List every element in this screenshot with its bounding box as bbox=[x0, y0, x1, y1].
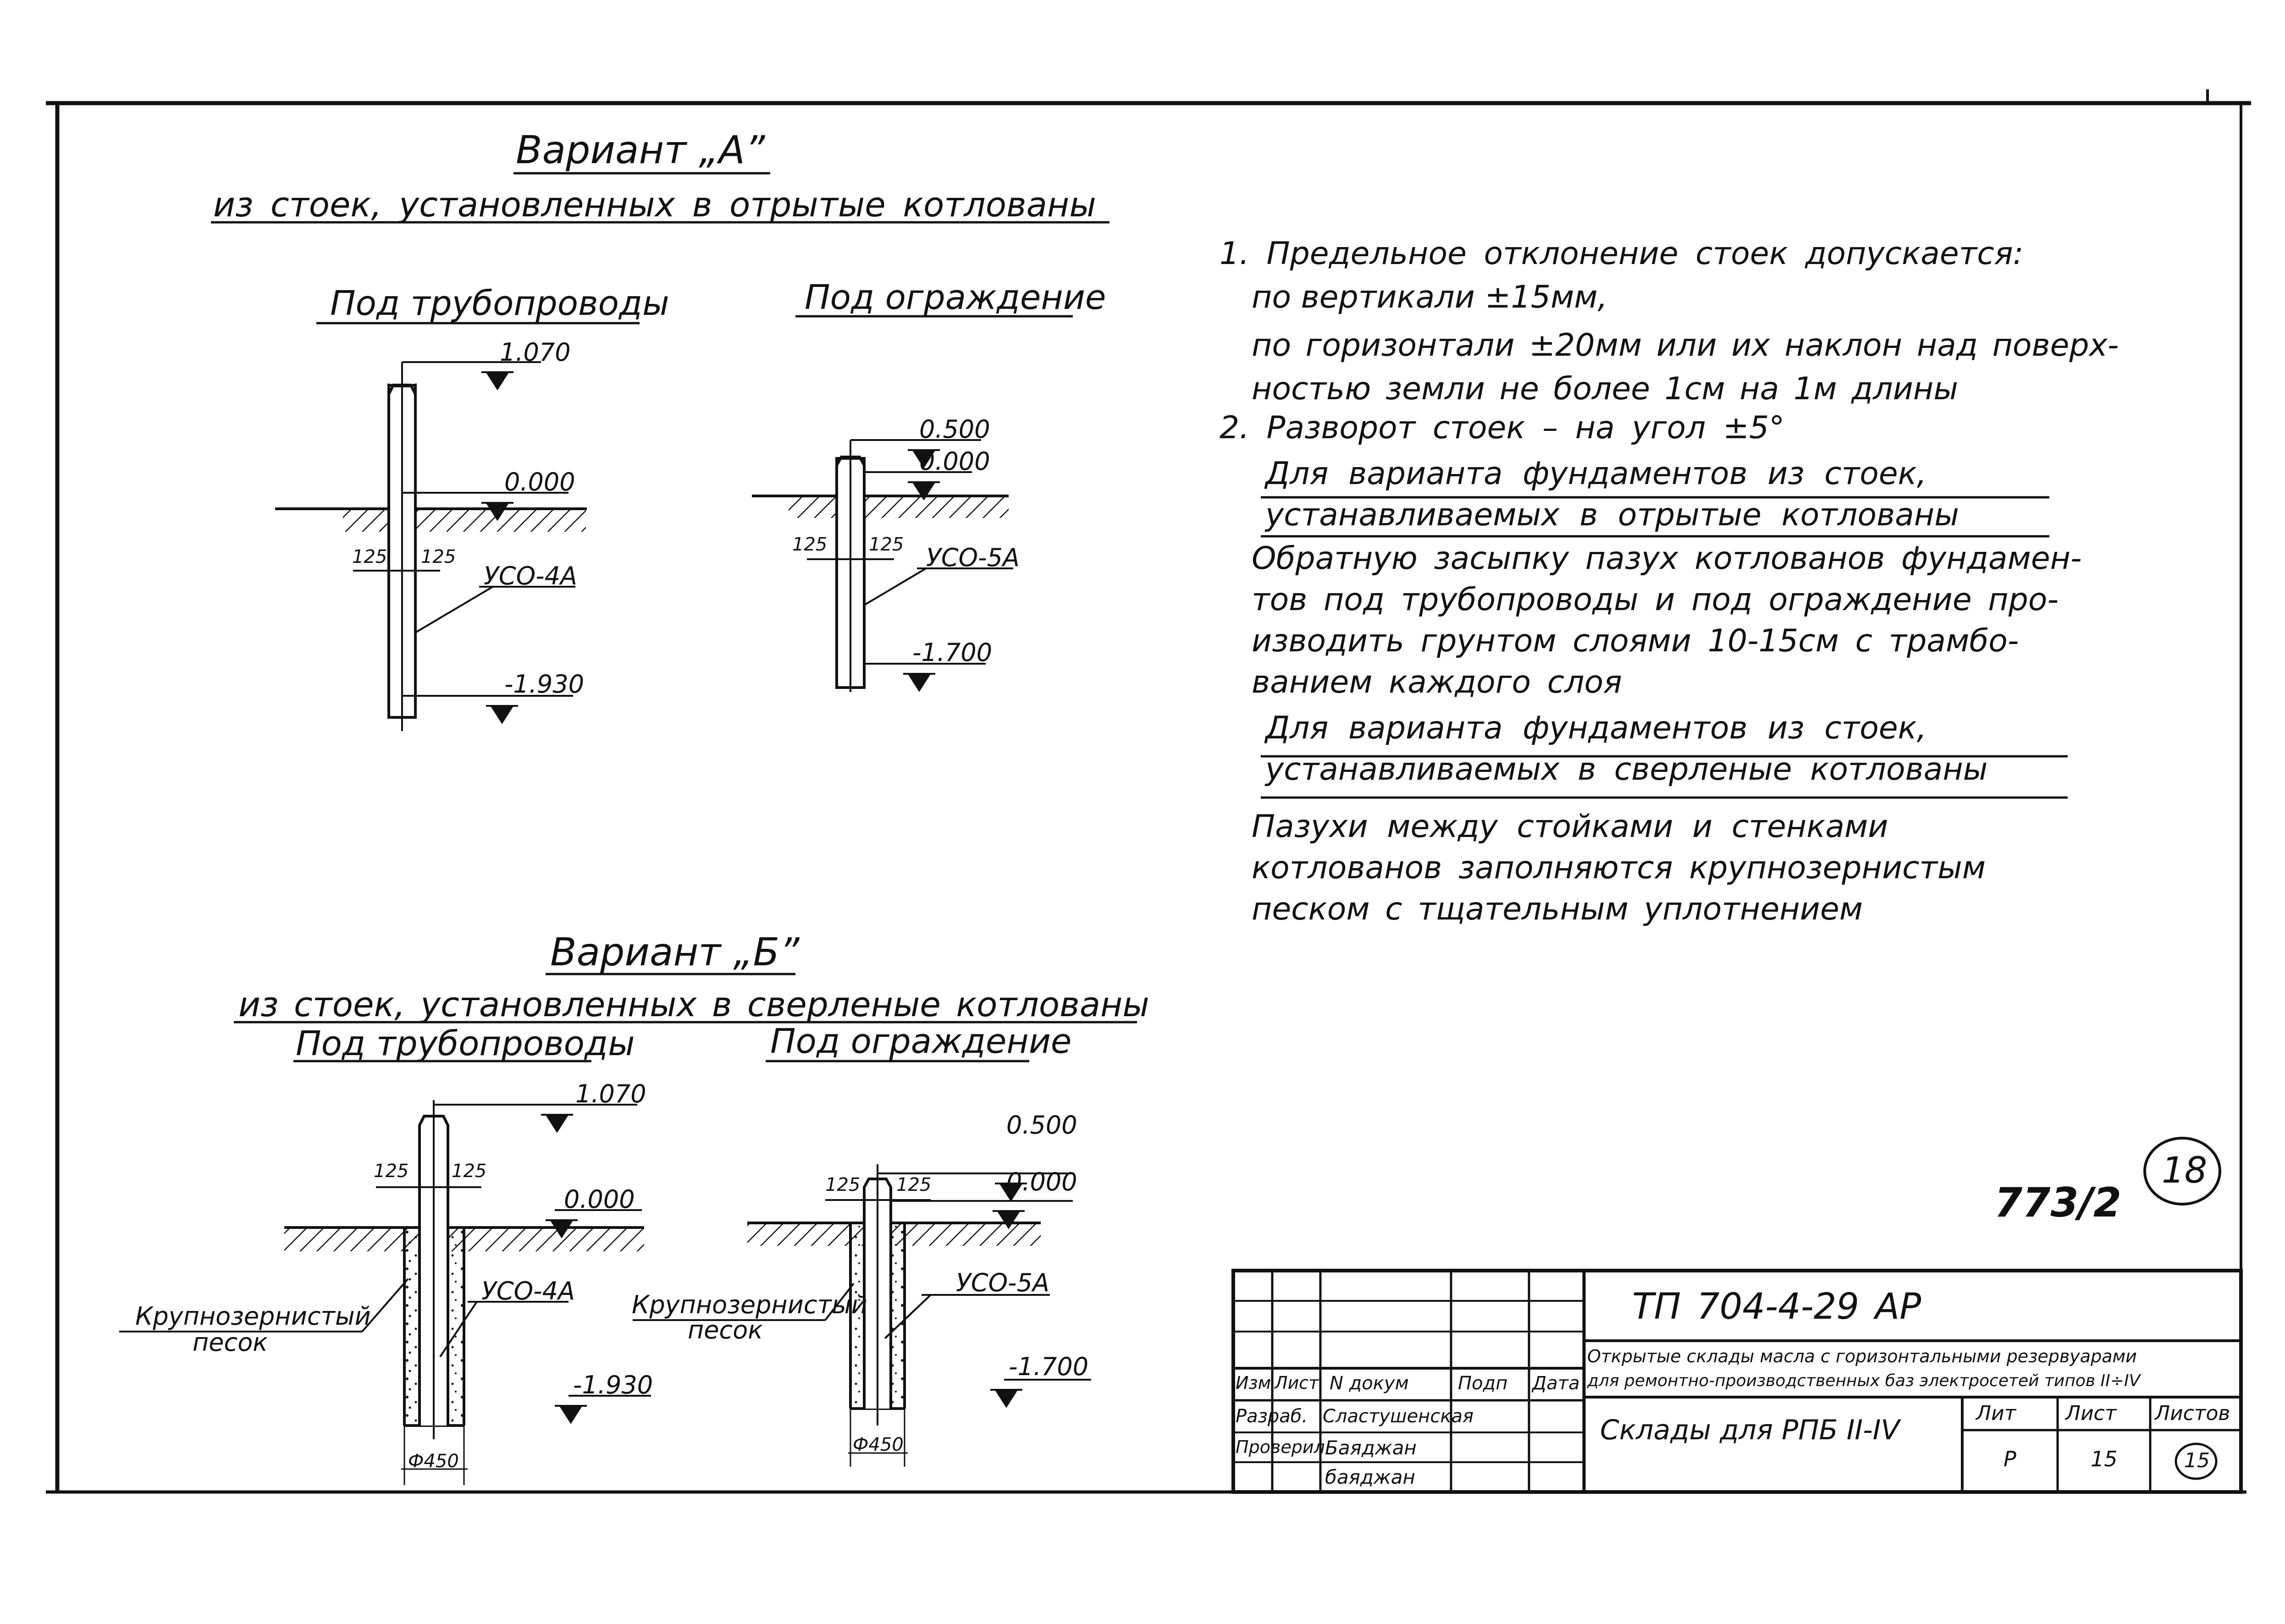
column-izm: Изм bbox=[1236, 1373, 1271, 1393]
variant-a-right-dim-left: 125 bbox=[792, 534, 828, 555]
variant-a-left-ground-level: 0.000 bbox=[504, 468, 575, 496]
variant-b-left-dim-left: 125 bbox=[374, 1161, 409, 1182]
subheading-1-line-1: Для варианта фундаментов из стоек, bbox=[1265, 456, 1927, 492]
variant-b-right-dim-right: 125 bbox=[896, 1174, 932, 1195]
variant-b-right-top-level: 0.500 bbox=[1006, 1111, 1077, 1140]
paragraph-1-line-1: Обратную засыпку пазух котлованов фундамен- bbox=[1252, 540, 2082, 577]
paragraph-2-line-1: Пазухи между стойками и стенками bbox=[1252, 809, 1888, 845]
variant-a-left-dim-right: 125 bbox=[421, 546, 456, 567]
variant-b-right-heading: Под ограждение bbox=[770, 1022, 1072, 1061]
subheading-2-line-2: устанавливаемых в сверленые котлованы bbox=[1265, 751, 1988, 787]
variant-b-title: Вариант „Б” bbox=[550, 930, 800, 974]
paragraph-1-line-3: изводить грунтом слоями 10-15см с трамбо- bbox=[1252, 623, 2019, 659]
variant-a-left-top-level: 1.070 bbox=[500, 338, 571, 367]
sheets-value: 15 bbox=[2184, 1449, 2210, 1472]
variant-b-right-fill-label-2: песок bbox=[688, 1316, 763, 1344]
project-description-line-2: для ремонтно-производственных баз электросетей типов II÷IV bbox=[1587, 1371, 2141, 1390]
variant-b-left-diameter: Ф450 bbox=[408, 1451, 459, 1472]
project-description-line-1: Открытые склады масла с горизонтальными резервуарами bbox=[1587, 1346, 2137, 1366]
column-signature: Подп bbox=[1458, 1373, 1508, 1394]
checker-name: Баяджан bbox=[1325, 1437, 1417, 1459]
variant-b-left-bottom-level: -1.930 bbox=[573, 1371, 653, 1399]
note-1-line-3: по горизонтали ±20мм или их наклон над поверх- bbox=[1252, 327, 2119, 363]
variant-a-left-heading: Под трубопроводы bbox=[330, 284, 669, 323]
variant-b-left-dim-right: 125 bbox=[452, 1161, 487, 1182]
sheet-circle-number: 18 bbox=[2162, 1150, 2208, 1191]
variant-a-right-post-label: УСО-5А bbox=[926, 543, 1020, 572]
variant-b-left-fill-label-2: песок bbox=[193, 1328, 268, 1357]
approver-name: баяджан bbox=[1325, 1466, 1415, 1488]
subheading-2-line-1: Для варианта фундаментов из стоек, bbox=[1265, 710, 1927, 746]
variant-b-left-heading: Под трубопроводы bbox=[296, 1024, 635, 1063]
project-code: ТП 704-4-29 АР bbox=[1632, 1286, 1921, 1327]
column-list: Лист bbox=[1275, 1373, 1319, 1393]
variant-b-right-post-label: УСО-5А bbox=[956, 1268, 1049, 1297]
variant-a-left-dim-left: 125 bbox=[352, 546, 387, 567]
variant-b-left-post-label: УСО-4А bbox=[481, 1277, 575, 1305]
note-1-line-4: ностью земли не более 1см на 1м длины bbox=[1252, 371, 1959, 407]
variant-a-right-ground-level: 0.000 bbox=[919, 447, 990, 476]
subheading-1-line-2: устанавливаемых в отрытые котлованы bbox=[1265, 497, 1959, 533]
variant-a-right-top-level: 0.500 bbox=[919, 415, 990, 444]
variant-a-right-dim-right: 125 bbox=[869, 534, 904, 555]
variant-a-left-post-label: УСО-4А bbox=[484, 562, 577, 590]
column-document: N докум bbox=[1330, 1373, 1409, 1394]
variant-b-right-fill-label-1: Крупнозернистый bbox=[632, 1290, 867, 1319]
variant-a-right-heading: Под ограждение bbox=[805, 278, 1106, 317]
variant-b-right-ground-level: 0.000 bbox=[1006, 1167, 1077, 1196]
variant-b-right-dim-left: 125 bbox=[825, 1174, 861, 1195]
variant-b-subtitle: из стоек, установленных в сверленые котлованы bbox=[238, 985, 1149, 1024]
sheets-label: Листов bbox=[2155, 1402, 2230, 1425]
variant-b-left-top-level: 1.070 bbox=[575, 1079, 646, 1108]
developer-role: Разраб. bbox=[1236, 1406, 1308, 1427]
variant-a-left-bottom-level: -1.930 bbox=[504, 670, 585, 699]
variant-a-right-bottom-level: -1.700 bbox=[912, 638, 993, 667]
paragraph-2-line-3: песком с тщательным уплотнением bbox=[1252, 891, 1863, 927]
paragraph-1-line-4: ванием каждого слоя bbox=[1252, 664, 1623, 700]
sheet-code: 773/2 bbox=[1994, 1179, 2122, 1226]
checker-role: Проверил bbox=[1236, 1437, 1325, 1457]
variant-b-right-bottom-level: -1.700 bbox=[1009, 1352, 1089, 1381]
note-1-line-2: по вертикали ±15мм, bbox=[1252, 279, 1608, 315]
lit-value: Р bbox=[2004, 1447, 2016, 1471]
variant-b-left-fill-label-1: Крупнозернистый bbox=[135, 1302, 371, 1331]
paragraph-1-line-2: тов под трубопроводы и под ограждение про- bbox=[1252, 582, 2059, 618]
sheet-name: Склады для РПБ II-IV bbox=[1600, 1414, 1900, 1446]
lit-label: Лит bbox=[1976, 1402, 2016, 1425]
developer-name: Сластушенская bbox=[1323, 1406, 1474, 1427]
variant-a-title: Вариант „А” bbox=[516, 127, 765, 172]
paragraph-2-line-2: котлованов заполняются крупнозернистым bbox=[1252, 850, 1986, 886]
variant-b-left-ground-level: 0.000 bbox=[564, 1185, 635, 1214]
note-1-line-1: 1. Предельное отклонение стоек допускается: bbox=[1220, 236, 2024, 272]
sheet-label: Лист bbox=[2065, 1402, 2117, 1425]
variant-b-right-diameter: Ф450 bbox=[853, 1434, 904, 1455]
note-2: 2. Разворот стоек – на угол ±5° bbox=[1220, 410, 1785, 446]
column-date: Дата bbox=[1532, 1373, 1580, 1394]
sheet-value: 15 bbox=[2091, 1447, 2118, 1471]
variant-a-subtitle: из стоек, установленных в отрытые котлованы bbox=[213, 185, 1096, 225]
